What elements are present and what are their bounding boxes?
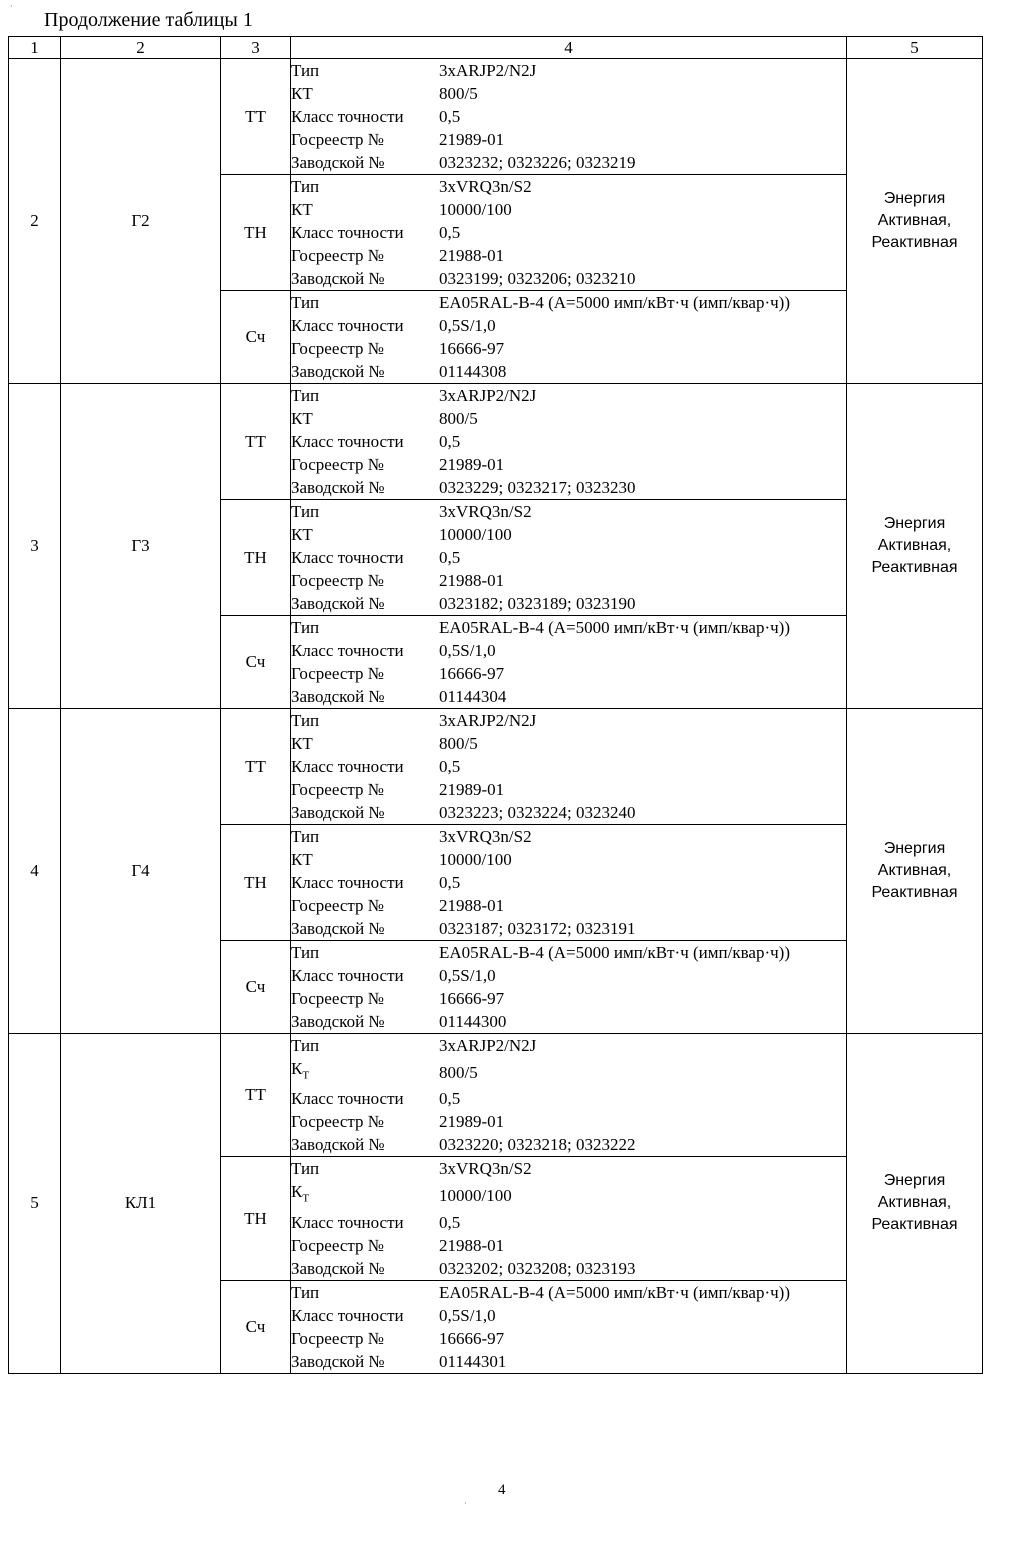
field-value: 3xVRQ3n/S2 xyxy=(439,1159,532,1179)
energy-line: Активная, xyxy=(877,212,952,229)
field-value: 0323199; 0323206; 0323210 xyxy=(439,269,636,288)
field-row xyxy=(291,1180,846,1210)
field-value: 0323232; 0323226; 0323219 xyxy=(439,153,636,172)
kt-letter: К xyxy=(291,1182,303,1202)
header-cell: 1 xyxy=(9,37,61,59)
header-cell: 3 xyxy=(221,37,291,59)
field-row xyxy=(291,59,846,82)
field-value: 0323223; 0323224; 0323240 xyxy=(439,803,636,822)
field-value: 0,5S/1,0 xyxy=(439,966,496,985)
field-row xyxy=(291,1034,846,1057)
field-value: 0323229; 0323217; 0323230 xyxy=(439,478,636,497)
field-value: 800/5 xyxy=(439,409,478,428)
field-value: 0,5S/1,0 xyxy=(439,1305,496,1325)
field-value: 10000/100 xyxy=(439,525,512,544)
field-label: Класс точности xyxy=(291,873,404,892)
field-label: Заводской № xyxy=(291,919,385,938)
device-fields xyxy=(291,291,846,383)
field-row xyxy=(291,778,846,801)
field-row xyxy=(291,1304,846,1327)
field-label: Госреестр № xyxy=(291,780,384,799)
field-label: Заводской № xyxy=(291,362,385,381)
field-label: Класс точности xyxy=(291,107,404,126)
field-value: 0,5S/1,0 xyxy=(439,316,496,335)
field-value: 01144300 xyxy=(439,1012,507,1031)
device-details-cell xyxy=(291,384,847,500)
field-row xyxy=(291,82,846,105)
field-label: КТ xyxy=(291,525,313,544)
energy-line: Энергия xyxy=(883,840,946,857)
field-row xyxy=(291,198,846,221)
field-label: Тип xyxy=(291,827,320,846)
field-label: Тип xyxy=(291,293,320,312)
field-label: Тип xyxy=(291,943,320,962)
field-label: Заводской № xyxy=(291,269,385,288)
device-type-cell: ТТ xyxy=(221,384,291,500)
field-value: 800/5 xyxy=(439,734,478,753)
device-details-cell xyxy=(291,1034,847,1157)
field-value: 21989-01 xyxy=(439,780,505,799)
field-label: Госреестр № xyxy=(291,571,384,590)
field-value: 21988-01 xyxy=(439,1235,505,1255)
field-value: 16666-97 xyxy=(439,1328,505,1348)
field-row xyxy=(291,964,846,987)
field-value: EA05RAL-B-4 (A=5000 имп/кВт·ч (имп/квар·ч)) xyxy=(439,293,790,312)
field-value: 800/5 xyxy=(439,1062,478,1082)
field-value: 21988-01 xyxy=(439,571,505,590)
field-row xyxy=(291,1211,846,1234)
field-row xyxy=(291,941,846,964)
field-label: Госреестр № xyxy=(291,664,384,683)
field-row xyxy=(291,384,846,407)
field-row xyxy=(291,1110,846,1133)
table-row xyxy=(9,1034,983,1157)
energy-line: Реактивная xyxy=(871,1216,958,1234)
field-label: Заводской № xyxy=(291,1258,385,1278)
field-row xyxy=(291,1010,846,1033)
device-fields xyxy=(291,1034,846,1156)
energy-cell xyxy=(847,384,983,709)
device-fields xyxy=(291,384,846,499)
measurement-table xyxy=(8,36,983,1374)
device-fields xyxy=(291,616,846,708)
field-value: 0,5 xyxy=(439,757,461,776)
field-row xyxy=(291,894,846,917)
field-label: Тип xyxy=(291,61,320,80)
device-type-cell: Сч xyxy=(221,291,291,384)
field-value: 3xVRQ3n/S2 xyxy=(439,177,532,196)
field-label: Тип xyxy=(291,1282,320,1302)
field-value: 0,5 xyxy=(439,873,461,892)
field-label-kt xyxy=(291,1057,431,1087)
energy-line: Реактивная xyxy=(871,234,958,251)
field-row xyxy=(291,639,846,662)
device-fields xyxy=(291,500,846,615)
table-row xyxy=(9,59,983,175)
field-label: Класс точности xyxy=(291,641,404,660)
kt-letter: К xyxy=(291,1059,303,1078)
field-value: 10000/100 xyxy=(439,1186,512,1206)
table-row xyxy=(9,709,983,825)
field-label: КТ xyxy=(291,734,313,753)
field-value: 0,5 xyxy=(439,1212,461,1232)
field-value: 01144308 xyxy=(439,362,507,381)
device-details-cell xyxy=(291,1280,847,1373)
field-row xyxy=(291,291,846,314)
field-label: Класс точности xyxy=(291,432,404,451)
row-number-cell: 4 xyxy=(9,709,61,1034)
field-value: 21988-01 xyxy=(439,246,505,265)
field-label: Заводской № xyxy=(291,478,385,497)
device-fields xyxy=(291,175,846,290)
field-value: EA05RAL-B-4 (A=5000 имп/кВт·ч (имп/квар·ч)) xyxy=(439,618,790,637)
field-label: Заводской № xyxy=(291,687,385,706)
field-label: Тип xyxy=(291,1159,320,1179)
energy-line: Энергия xyxy=(883,515,946,532)
field-label: Госреестр № xyxy=(291,339,384,358)
field-label: Госреестр № xyxy=(291,246,384,265)
field-value: EA05RAL-B-4 (A=5000 имп/кВт·ч (имп/квар·ч)) xyxy=(439,943,790,962)
field-label: Класс точности xyxy=(291,757,404,776)
field-label: КТ xyxy=(291,84,313,103)
field-label: Тип xyxy=(291,711,320,730)
header-cell: 5 xyxy=(847,37,983,59)
kt-subscript: Т xyxy=(302,1192,310,1205)
connection-name-cell: Г3 xyxy=(61,384,221,709)
field-value: 800/5 xyxy=(439,84,478,103)
field-value: EA05RAL-B-4 (A=5000 имп/кВт·ч (имп/квар·ч)) xyxy=(439,1282,790,1302)
field-row xyxy=(291,1257,846,1280)
energy-line: Активная, xyxy=(877,1194,952,1212)
device-type-cell: ТТ xyxy=(221,59,291,175)
field-value: 16666-97 xyxy=(439,664,505,683)
field-value: 0323187; 0323172; 0323191 xyxy=(439,919,636,938)
field-value: 16666-97 xyxy=(439,339,505,358)
header-row xyxy=(9,37,983,59)
field-row xyxy=(291,105,846,128)
device-type-cell: Сч xyxy=(221,941,291,1034)
device-type-cell: ТТ xyxy=(221,1034,291,1157)
field-label: Госреестр № xyxy=(291,1235,384,1255)
device-type-cell: ТН xyxy=(221,1157,291,1280)
scan-speck: · xyxy=(464,1499,467,1508)
field-value: 10000/100 xyxy=(439,200,512,219)
field-row xyxy=(291,685,846,708)
field-row xyxy=(291,175,846,198)
device-fields xyxy=(291,59,846,174)
field-row xyxy=(291,1350,846,1373)
field-value: 3xARJP2/N2J xyxy=(439,1036,537,1055)
field-value: 10000/100 xyxy=(439,850,512,869)
field-label: Госреестр № xyxy=(291,1328,384,1348)
field-value: 0323182; 0323189; 0323190 xyxy=(439,594,636,613)
page-number: 4 xyxy=(498,1482,506,1498)
energy-line: Энергия xyxy=(883,1172,946,1190)
field-value: 3xARJP2/N2J xyxy=(439,711,537,730)
field-label: Тип xyxy=(291,618,320,637)
field-label: Госреестр № xyxy=(291,989,384,1008)
field-label: Класс точности xyxy=(291,1212,404,1232)
field-row xyxy=(291,407,846,430)
field-row xyxy=(291,221,846,244)
field-label: Класс точности xyxy=(291,548,404,567)
energy-line: Энергия xyxy=(883,190,946,207)
field-value: 21989-01 xyxy=(439,1112,505,1132)
field-label: Заводской № xyxy=(291,594,385,613)
device-fields xyxy=(291,709,846,824)
field-row xyxy=(291,151,846,174)
field-row xyxy=(291,825,846,848)
field-row xyxy=(291,453,846,476)
header-cell: 2 xyxy=(61,37,221,59)
field-label: Заводской № xyxy=(291,803,385,822)
field-row xyxy=(291,337,846,360)
device-type-cell: ТН xyxy=(221,500,291,616)
energy-cell xyxy=(847,59,983,384)
device-fields xyxy=(291,1281,846,1373)
field-row xyxy=(291,430,846,453)
field-row xyxy=(291,871,846,894)
device-type-cell: ТН xyxy=(221,175,291,291)
energy-line: Активная, xyxy=(877,862,952,879)
field-label: Госреестр № xyxy=(291,896,384,915)
field-value: 0,5 xyxy=(439,107,461,126)
field-value: 21988-01 xyxy=(439,896,505,915)
field-value: 0,5 xyxy=(439,1089,461,1109)
field-row xyxy=(291,848,846,871)
field-row xyxy=(291,987,846,1010)
field-label: Класс точности xyxy=(291,316,404,335)
field-value: 0,5S/1,0 xyxy=(439,641,496,660)
device-details-cell xyxy=(291,825,847,941)
device-type-cell: ТН xyxy=(221,825,291,941)
field-value: 01144304 xyxy=(439,687,507,706)
field-value: 0323202; 0323208; 0323193 xyxy=(439,1258,636,1278)
field-label: Заводской № xyxy=(291,1135,385,1155)
device-details-cell xyxy=(291,175,847,291)
field-label: Тип xyxy=(291,386,320,405)
device-fields xyxy=(291,825,846,940)
device-type-cell: Сч xyxy=(221,616,291,709)
field-value: 0,5 xyxy=(439,548,461,567)
field-label: Госреестр № xyxy=(291,1112,384,1132)
field-label: Госреестр № xyxy=(291,455,384,474)
field-row xyxy=(291,732,846,755)
field-label: КТ xyxy=(291,200,313,219)
field-label: Тип xyxy=(291,177,320,196)
field-row xyxy=(291,662,846,685)
energy-line: Реактивная xyxy=(871,884,958,901)
connection-name-cell: Г2 xyxy=(61,59,221,384)
field-value: 3xARJP2/N2J xyxy=(439,386,537,405)
field-row xyxy=(291,360,846,383)
energy-line: Активная, xyxy=(877,537,952,554)
field-row xyxy=(291,917,846,940)
field-row xyxy=(291,244,846,267)
field-label: Класс точности xyxy=(291,223,404,242)
field-row xyxy=(291,1087,846,1110)
field-value: 0,5 xyxy=(439,223,461,242)
device-type-cell: Сч xyxy=(221,1280,291,1373)
connection-name-cell: Г4 xyxy=(61,709,221,1034)
field-value: 0323220; 0323218; 0323222 xyxy=(439,1135,636,1155)
device-fields xyxy=(291,941,846,1033)
energy-cell xyxy=(847,1034,983,1374)
row-number-cell: 5 xyxy=(9,1034,61,1374)
device-details-cell xyxy=(291,616,847,709)
kt-subscript: Т xyxy=(302,1069,310,1082)
field-value: 21989-01 xyxy=(439,130,505,149)
field-label: КТ xyxy=(291,850,313,869)
field-label: Тип xyxy=(291,1036,320,1055)
field-label: Заводской № xyxy=(291,1012,385,1031)
device-details-cell xyxy=(291,1157,847,1280)
field-row xyxy=(291,267,846,290)
device-details-cell xyxy=(291,291,847,384)
field-row xyxy=(291,1327,846,1350)
device-type-cell: ТТ xyxy=(221,709,291,825)
row-number-cell: 3 xyxy=(9,384,61,709)
field-row xyxy=(291,128,846,151)
field-value: 0,5 xyxy=(439,432,461,451)
field-label: Госреестр № xyxy=(291,130,384,149)
field-label-kt xyxy=(291,1180,431,1210)
device-details-cell xyxy=(291,59,847,175)
row-number-cell: 2 xyxy=(9,59,61,384)
field-label: Заводской № xyxy=(291,153,385,172)
scan-speck: · xyxy=(10,2,13,11)
device-details-cell xyxy=(291,709,847,825)
field-row xyxy=(291,523,846,546)
device-details-cell xyxy=(291,500,847,616)
field-label: Класс точности xyxy=(291,1089,404,1109)
field-row xyxy=(291,709,846,732)
field-value: 3xVRQ3n/S2 xyxy=(439,827,532,846)
field-row xyxy=(291,476,846,499)
field-row xyxy=(291,616,846,639)
device-details-cell xyxy=(291,941,847,1034)
field-value: 16666-97 xyxy=(439,989,505,1008)
field-label: Класс точности xyxy=(291,966,404,985)
field-row xyxy=(291,1234,846,1257)
field-row xyxy=(291,1281,846,1304)
table-row xyxy=(9,384,983,500)
field-row xyxy=(291,314,846,337)
table-caption: Продолжение таблицы 1 xyxy=(44,9,253,31)
field-row xyxy=(291,755,846,778)
field-value: 21989-01 xyxy=(439,455,505,474)
device-fields xyxy=(291,1157,846,1279)
field-row xyxy=(291,569,846,592)
field-label: КТ xyxy=(291,409,313,428)
field-row xyxy=(291,500,846,523)
field-label: Класс точности xyxy=(291,1305,404,1325)
field-row xyxy=(291,546,846,569)
field-row xyxy=(291,801,846,824)
connection-name-cell: КЛ1 xyxy=(61,1034,221,1374)
field-label: Тип xyxy=(291,502,320,521)
energy-line: Реактивная xyxy=(871,559,958,576)
field-label: Заводской № xyxy=(291,1351,385,1371)
field-value: 3xARJP2/N2J xyxy=(439,61,537,80)
header-cell: 4 xyxy=(291,37,847,59)
field-row xyxy=(291,1157,846,1180)
field-row xyxy=(291,1057,846,1087)
field-value: 3xVRQ3n/S2 xyxy=(439,502,532,521)
energy-cell xyxy=(847,709,983,1034)
field-value: 01144301 xyxy=(439,1351,507,1371)
field-row xyxy=(291,1133,846,1156)
field-row xyxy=(291,592,846,615)
